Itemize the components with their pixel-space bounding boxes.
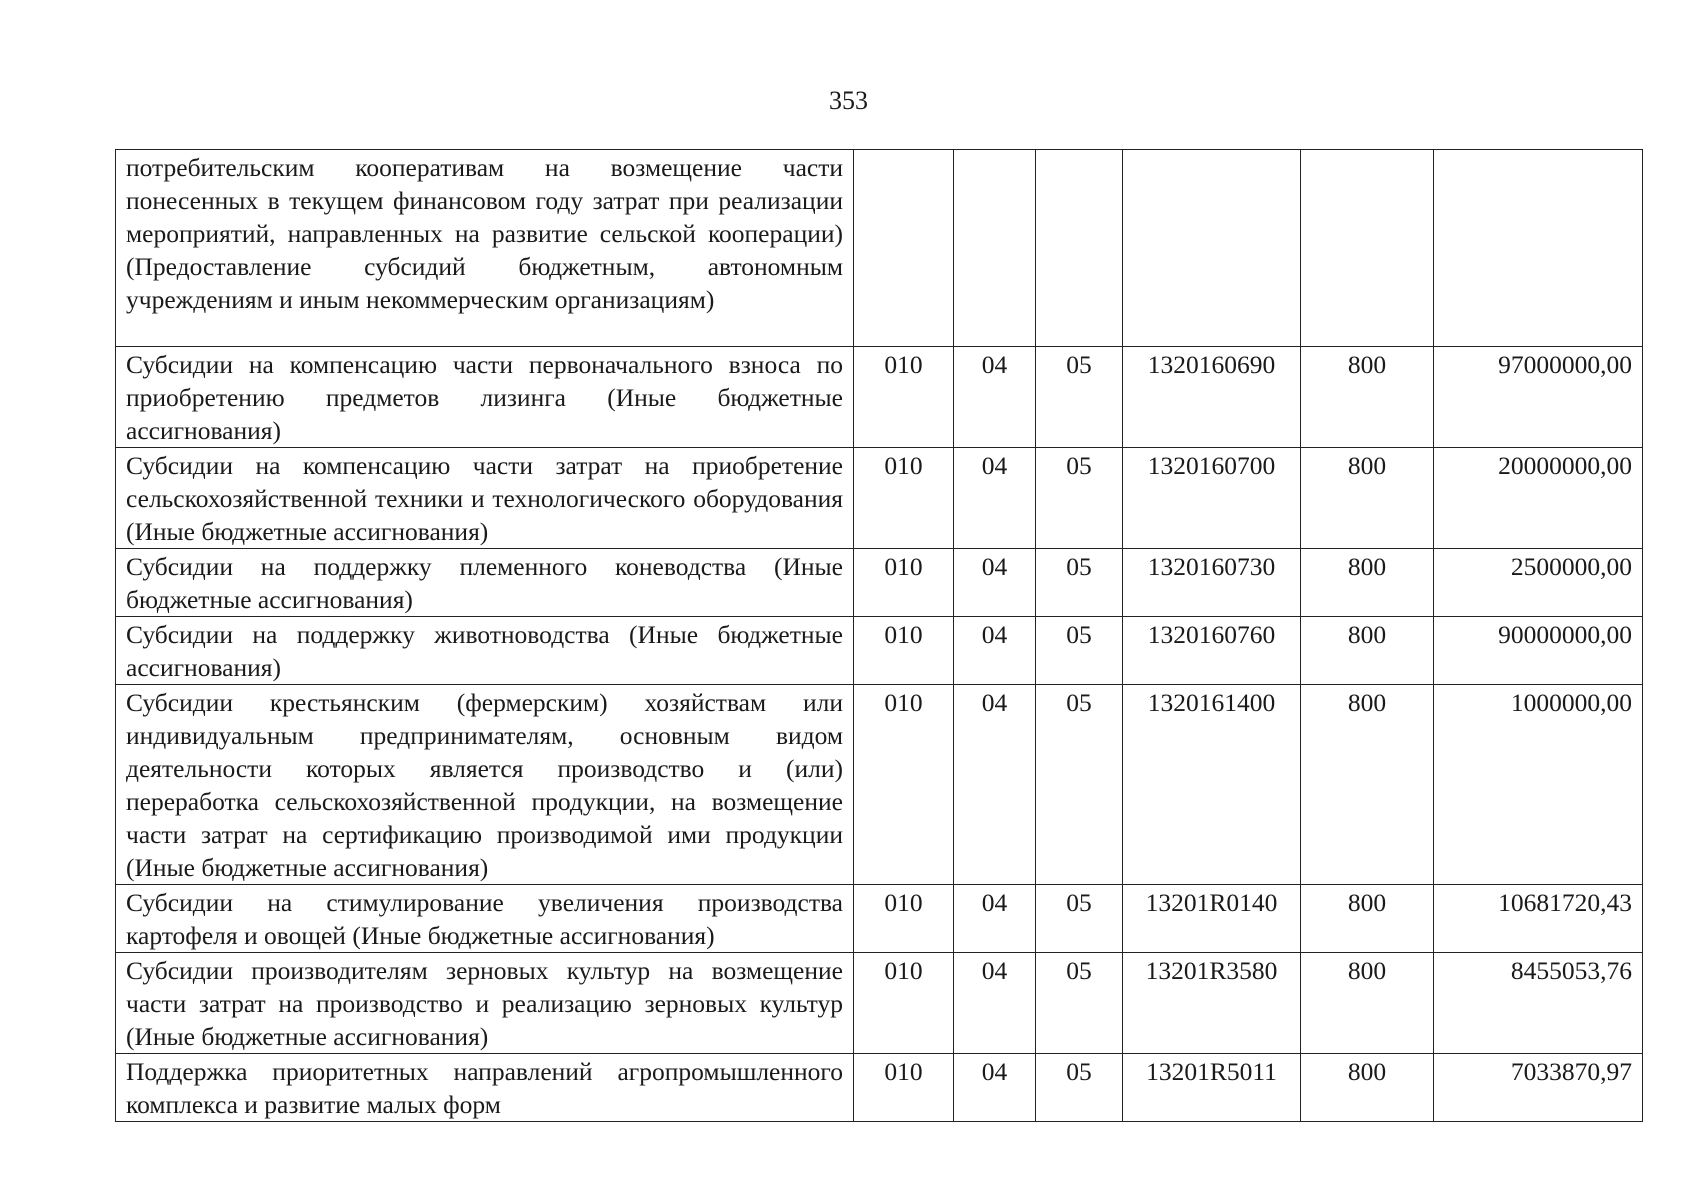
table-row <box>116 448 1643 549</box>
row-subsection-code: 05 <box>1036 448 1123 549</box>
row-target-code: 1320160700 <box>1123 448 1301 549</box>
row-target-code: 1320160690 <box>1123 347 1301 448</box>
row-amount <box>1434 150 1643 347</box>
row-ministry-code: 010 <box>854 448 954 549</box>
row-expense-type: 800 <box>1301 549 1434 617</box>
row-name: Поддержка приоритетных направлений агропромышленного комплекса и развитие малых форм <box>116 1054 854 1122</box>
row-ministry-code: 010 <box>854 617 954 685</box>
row-section-code: 04 <box>954 1054 1036 1122</box>
row-name: потребительским кооперативам на возмещение части понесенных в текущем финансовом году затрат при реализации мероприятий, направленных на развитие сельской кооперации) (Предоставление субсидий бюджетным, автономным учреждениям и иным некоммерческим организациям) <box>116 150 854 347</box>
row-expense-type: 800 <box>1301 617 1434 685</box>
row-ministry-code: 010 <box>854 885 954 953</box>
row-target-code: 13201R0140 <box>1123 885 1301 953</box>
row-subsection-code: 05 <box>1036 953 1123 1054</box>
row-ministry-code: 010 <box>854 953 954 1054</box>
row-expense-type: 800 <box>1301 347 1434 448</box>
row-amount: 2500000,00 <box>1434 549 1643 617</box>
table-row <box>116 347 1643 448</box>
row-section-code: 04 <box>954 549 1036 617</box>
row-target-code: 13201R5011 <box>1123 1054 1301 1122</box>
row-expense-type: 800 <box>1301 685 1434 885</box>
row-section-code: 04 <box>954 448 1036 549</box>
row-name: Субсидии крестьянским (фермерским) хозяйствам или индивидуальным предпринимателям, основным видом деятельности которых является производство и (или) переработка сельскохозяйственной продукции, на возмещение части затрат на сертификацию производимой ими продукции (Иные бюджетные ассигнования) <box>116 685 854 885</box>
row-amount: 1000000,00 <box>1434 685 1643 885</box>
row-name: Субсидии на стимулирование увеличения производства картофеля и овощей (Иные бюджетные ассигнования) <box>116 885 854 953</box>
row-ministry-code: 010 <box>854 347 954 448</box>
row-section-code: 04 <box>954 685 1036 885</box>
row-amount: 20000000,00 <box>1434 448 1643 549</box>
row-amount: 10681720,43 <box>1434 885 1643 953</box>
row-section-code: 04 <box>954 953 1036 1054</box>
row-name: Субсидии на компенсацию части первоначального взноса по приобретению предметов лизинга (Иные бюджетные ассигнования) <box>116 347 854 448</box>
row-section-code: 04 <box>954 617 1036 685</box>
row-subsection-code: 05 <box>1036 549 1123 617</box>
row-target-code: 1320160730 <box>1123 549 1301 617</box>
row-subsection-code: 05 <box>1036 685 1123 885</box>
row-subsection-code: 05 <box>1036 617 1123 685</box>
table-row <box>116 617 1643 685</box>
row-name: Субсидии на компенсацию части затрат на приобретение сельскохозяйственной техники и технологического оборудования (Иные бюджетные ассигнования) <box>116 448 854 549</box>
row-target-code: 1320160760 <box>1123 617 1301 685</box>
row-ministry-code: 010 <box>854 1054 954 1122</box>
row-subsection-code: 05 <box>1036 885 1123 953</box>
row-expense-type: 800 <box>1301 1054 1434 1122</box>
row-name: Субсидии на поддержку племенного коневодства (Иные бюджетные ассигнования) <box>116 549 854 617</box>
row-ministry-code <box>854 150 954 347</box>
row-subsection-code: 05 <box>1036 1054 1123 1122</box>
row-section-code: 04 <box>954 347 1036 448</box>
row-amount: 7033870,97 <box>1434 1054 1643 1122</box>
row-ministry-code: 010 <box>854 549 954 617</box>
row-name: Субсидии на поддержку животноводства (Иные бюджетные ассигнования) <box>116 617 854 685</box>
row-expense-type: 800 <box>1301 953 1434 1054</box>
row-subsection-code: 05 <box>1036 347 1123 448</box>
budget-table <box>115 149 1643 1122</box>
row-section-code: 04 <box>954 885 1036 953</box>
table-row <box>116 150 1643 347</box>
row-expense-type <box>1301 150 1434 347</box>
row-expense-type: 800 <box>1301 885 1434 953</box>
table-row <box>116 685 1643 885</box>
row-name: Субсидии производителям зерновых культур на возмещение части затрат на производство и реализацию зерновых культур (Иные бюджетные ассигнования) <box>116 953 854 1054</box>
row-expense-type: 800 <box>1301 448 1434 549</box>
row-target-code: 13201R3580 <box>1123 953 1301 1054</box>
row-amount: 90000000,00 <box>1434 617 1643 685</box>
table-row <box>116 1054 1643 1122</box>
row-amount: 97000000,00 <box>1434 347 1643 448</box>
row-subsection-code <box>1036 150 1123 347</box>
page-number: 353 <box>829 86 868 115</box>
row-amount: 8455053,76 <box>1434 953 1643 1054</box>
row-ministry-code: 010 <box>854 685 954 885</box>
table-row <box>116 885 1643 953</box>
row-section-code <box>954 150 1036 347</box>
row-target-code <box>1123 150 1301 347</box>
row-target-code: 1320161400 <box>1123 685 1301 885</box>
table-row <box>116 549 1643 617</box>
table-row <box>116 953 1643 1054</box>
